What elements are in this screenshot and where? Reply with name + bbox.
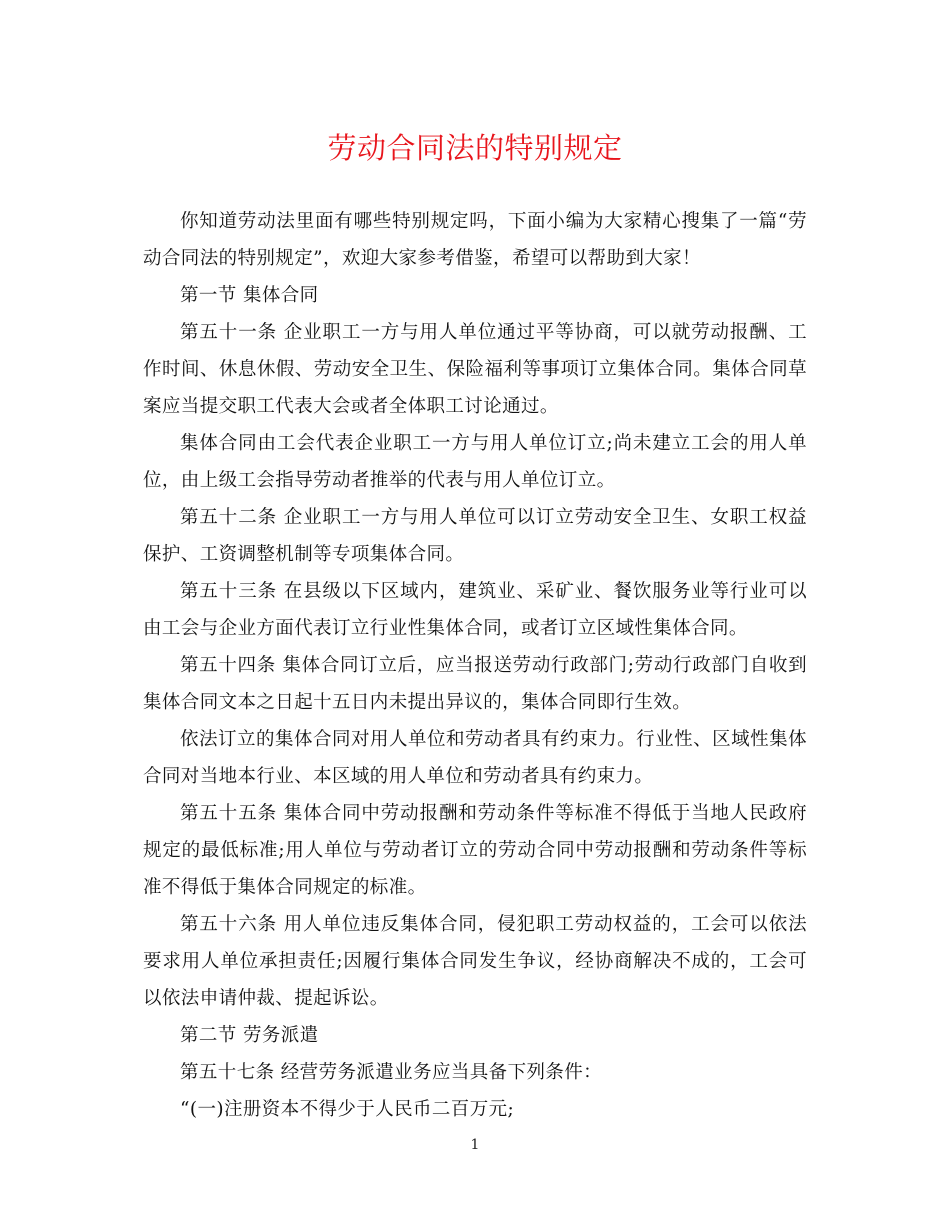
- page-number: 1: [470, 1137, 480, 1153]
- article-54-continuation-paragraph: 依法订立的集体合同对用人单位和劳动者具有约束力。行业性、区域性集体合同对当地本行业、本区域的用人单位和劳动者具有约束力。: [143, 729, 807, 787]
- intro-paragraph: 你知道劳动法里面有哪些特别规定吗，下面小编为大家精心搜集了一篇“劳动合同法的特别规定”，欢迎大家参考借鉴，希望可以帮助到大家！: [143, 211, 807, 269]
- article-54-paragraph: 第五十四条 集体合同订立后，应当报送劳动行政部门;劳动行政部门自收到集体合同文本之日起十五日内未提出异议的，集体合同即行生效。: [143, 655, 807, 713]
- section-heading-labor-dispatch: 第二节 劳务派遣: [180, 1025, 319, 1046]
- article-52-paragraph: 第五十二条 企业职工一方与用人单位可以订立劳动安全卫生、女职工权益保护、工资调整机制等专项集体合同。: [143, 507, 807, 565]
- article-56-paragraph: 第五十六条 用人单位违反集体合同，侵犯职工劳动权益的，工会可以依法要求用人单位承担责任;因履行集体合同发生争议，经协商解决不成的，工会可以依法申请仲裁、提起诉讼。: [143, 914, 807, 1009]
- article-53-paragraph: 第五十三条 在县级以下区域内，建筑业、采矿业、餐饮服务业等行业可以由工会与企业方面代表订立行业性集体合同，或者订立区域性集体合同。: [143, 581, 807, 639]
- article-55-paragraph: 第五十五条 集体合同中劳动报酬和劳动条件等标准不得低于当地人民政府规定的最低标准;用人单位与劳动者订立的劳动合同中劳动报酬和劳动条件等标准不得低于集体合同规定的标准。: [143, 803, 807, 898]
- section-heading-collective-contract: 第一节 集体合同: [180, 285, 319, 306]
- article-51-continuation-paragraph: 集体合同由工会代表企业职工一方与用人单位订立;尚未建立工会的用人单位，由上级工会指导劳动者推举的代表与用人单位订立。: [143, 433, 807, 491]
- article-51-paragraph: 第五十一条 企业职工一方与用人单位通过平等协商，可以就劳动报酬、工作时间、休息休假、劳动安全卫生、保险福利等事项订立集体合同。集体合同草案应当提交职工代表大会或者全体职工讨论通过。: [143, 322, 807, 417]
- document-title: 劳动合同法的特别规定: [327, 131, 623, 165]
- article-57-paragraph: 第五十七条 经营劳务派遣业务应当具备下列条件：: [180, 1062, 603, 1083]
- document-body: [143, 203, 807, 1128]
- article-57-item-1-paragraph: “(一)注册资本不得少于人民币二百万元;: [180, 1099, 515, 1120]
